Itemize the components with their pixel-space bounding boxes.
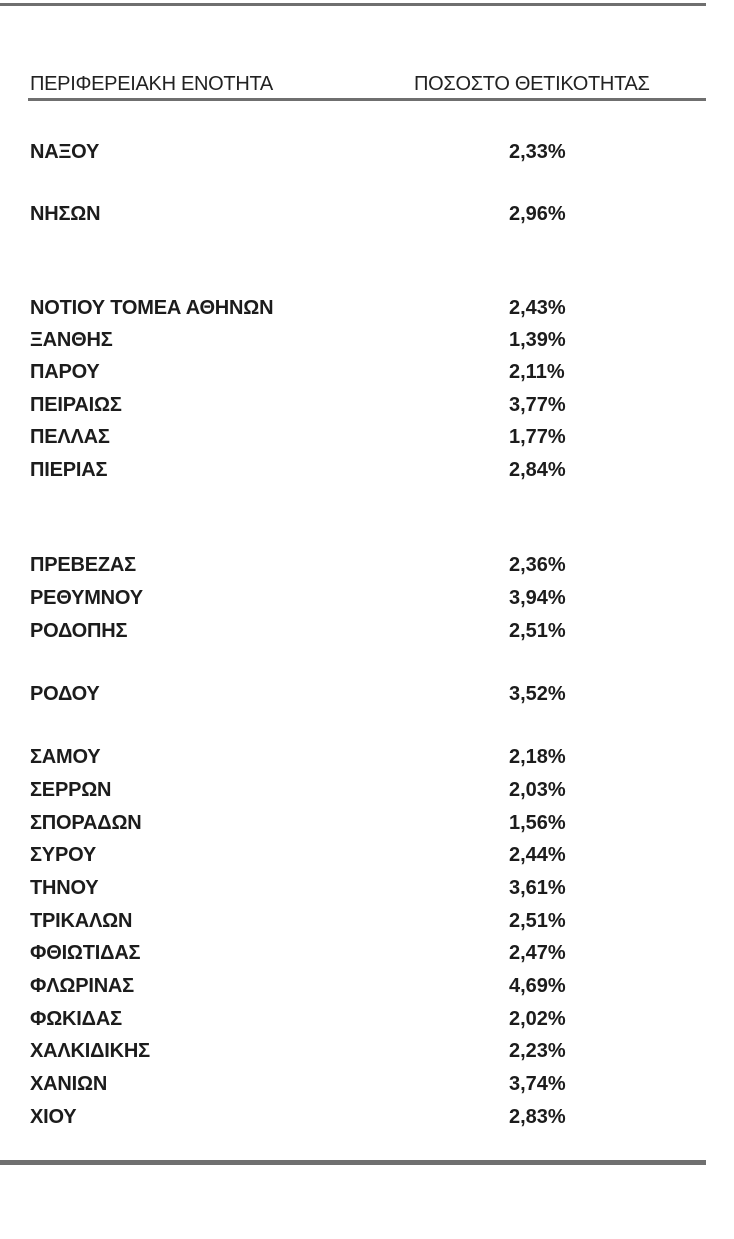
region-cell: ΝΗΣΩΝ [30,203,101,225]
positivity-cell: 2,83% [509,1106,566,1128]
region-cell: ΦΩΚΙΔΑΣ [30,1008,122,1030]
table-row [0,971,706,1001]
table-row [0,679,706,709]
table-row [0,873,706,903]
table-row [0,325,706,355]
positivity-cell: 3,52% [509,683,566,705]
table-row [0,1004,706,1034]
region-cell: ΦΘΙΩΤΙΔΑΣ [30,942,141,964]
positivity-cell: 2,03% [509,779,566,801]
positivity-cell: 1,39% [509,329,566,351]
table-row [0,199,706,229]
positivity-cell: 2,96% [509,203,566,225]
table-row [0,1102,706,1132]
table-row [0,840,706,870]
region-cell: ΠΡΕΒΕΖΑΣ [30,554,136,576]
table-row [0,137,706,167]
positivity-cell: 2,84% [509,459,566,481]
positivity-cell: 1,56% [509,812,566,834]
table-row [0,422,706,452]
positivity-cell: 2,47% [509,942,566,964]
positivity-cell: 3,77% [509,394,566,416]
region-cell: ΣΠΟΡΑΔΩΝ [30,812,142,834]
table-row [0,775,706,805]
positivity-cell: 2,44% [509,844,566,866]
region-cell: ΧΑΝΙΩΝ [30,1073,108,1095]
positivity-cell: 2,02% [509,1008,566,1030]
top-rule [0,3,706,6]
region-cell: ΡΕΘΥΜΝΟΥ [30,587,143,609]
table-row [0,293,706,323]
positivity-cell: 2,51% [509,620,566,642]
positivity-cell: 2,51% [509,910,566,932]
region-cell: ΦΛΩΡΙΝΑΣ [30,975,134,997]
table-row [0,390,706,420]
positivity-cell: 2,33% [509,141,566,163]
column-header-positivity: ΠΟΣΟΣΤΟ ΘΕΤΙΚΟΤΗΤΑΣ [414,73,650,95]
positivity-cell: 2,11% [509,361,565,383]
region-cell: ΝΟΤΙΟΥ ΤΟΜΕΑ ΑΘΗΝΩΝ [30,297,274,319]
region-cell: ΞΑΝΘΗΣ [30,329,113,351]
region-cell: ΠΑΡΟΥ [30,361,100,383]
table-row [0,742,706,772]
table-row [0,583,706,613]
table-row [0,550,706,580]
positivity-cell: 2,18% [509,746,566,768]
table-row [0,808,706,838]
bottom-rule [0,1160,706,1165]
table-row [0,1069,706,1099]
region-cell: ΣΕΡΡΩΝ [30,779,112,801]
region-cell: ΡΟΔΟΥ [30,683,100,705]
column-header-region: ΠΕΡΙΦΕΡΕΙΑΚΗ ΕΝΟΤΗΤΑ [30,73,273,95]
region-cell: ΧΑΛΚΙΔΙΚΗΣ [30,1040,150,1062]
table-row [0,357,706,387]
header-rule [28,98,706,101]
table-row [0,1036,706,1066]
positivity-cell: 2,23% [509,1040,566,1062]
region-cell: ΠΕΙΡΑΙΩΣ [30,394,122,416]
table-row [0,938,706,968]
positivity-cell: 2,36% [509,554,566,576]
region-cell: ΧΙΟΥ [30,1106,77,1128]
region-cell: ΝΑΞΟΥ [30,141,100,163]
positivity-cell: 1,77% [509,426,566,448]
positivity-cell: 4,69% [509,975,566,997]
positivity-cell: 3,61% [509,877,566,899]
region-cell: ΣΑΜΟΥ [30,746,101,768]
region-cell: ΤΗΝΟΥ [30,877,99,899]
positivity-cell: 2,43% [509,297,566,319]
table-row [0,906,706,936]
region-cell: ΠΕΛΛΑΣ [30,426,110,448]
table-row [0,455,706,485]
positivity-cell: 3,94% [509,587,566,609]
region-cell: ΣΥΡΟΥ [30,844,97,866]
positivity-cell: 3,74% [509,1073,566,1095]
region-cell: ΠΙΕΡΙΑΣ [30,459,108,481]
region-cell: ΡΟΔΟΠΗΣ [30,620,128,642]
table-row [0,616,706,646]
region-cell: ΤΡΙΚΑΛΩΝ [30,910,133,932]
